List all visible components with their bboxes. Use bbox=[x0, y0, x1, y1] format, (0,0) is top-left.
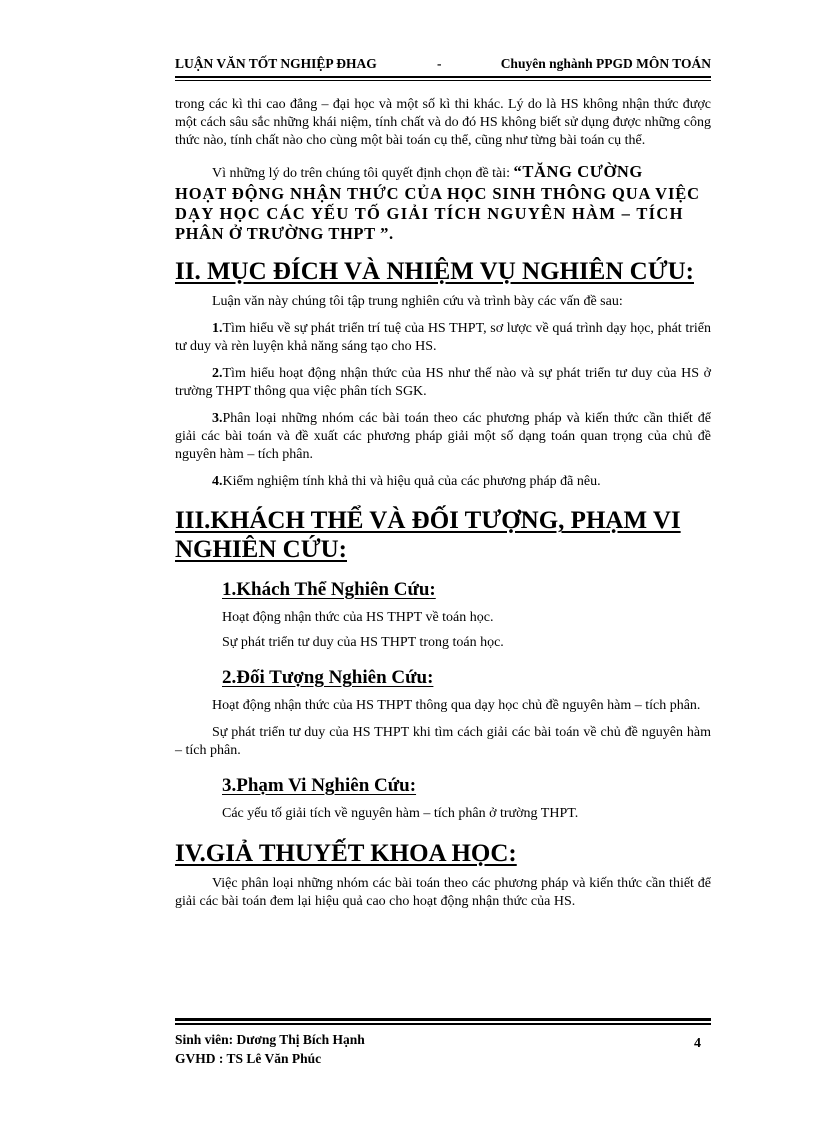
subsection-2-para-2: Sự phát triển tư duy của HS THPT khi tìm cách giải các bài toán về chủ đề nguyên hàm – tích phân. bbox=[175, 725, 711, 758]
subsection-1-line-1: Hoạt động nhận thức của HS THPT về toán học. bbox=[222, 610, 494, 625]
item-number: 4. bbox=[212, 474, 223, 489]
footer-advisor: GVHD : TS Lê Văn Phúc bbox=[175, 1051, 322, 1066]
intro-paragraph: trong các kì thi cao đẳng – đại học và một số kì thi khác. Lý do là HS không nhận thức được một cách sâu sắc những khái niệm, tính chất và do đó HS không biết sử dụng được những công thức nào, tính chất nào cho cùng một bài toán cụ thể, cũng như từng bài toán cụ thể. bbox=[175, 97, 711, 148]
subsection-3-line: Các yếu tố giải tích về nguyên hàm – tích phân ở trường THPT. bbox=[222, 806, 579, 821]
page-body bbox=[175, 96, 711, 911]
item-text: Tìm hiểu về sự phát triển trí tuệ của HS THPT, sơ lược về quá trình dạy học, phát triển tư duy và rèn luyện khả năng sáng tạo cho HS. bbox=[175, 321, 711, 354]
section-2-item-1 bbox=[175, 320, 711, 356]
header-right-title: Chuyên nghành PPGD MÔN TOÁN bbox=[500, 56, 711, 71]
section-4-heading: IV.GIẢ THUYẾT KHOA HỌC: bbox=[175, 840, 517, 867]
page-header bbox=[175, 56, 711, 76]
subsection-1-heading: 1.Khách Thể Nghiên Cứu: bbox=[222, 579, 436, 600]
thesis-title-block bbox=[175, 162, 711, 244]
header-left-title: LUẬN VĂN TỐT NGHIỆP ĐHAG bbox=[175, 56, 377, 71]
page-footer bbox=[175, 1030, 711, 1070]
header-separator: - bbox=[437, 56, 442, 71]
thesis-title-line-2: HOẠT ĐỘNG NHẬN THỨC CỦA HỌC SINH THÔNG QUA VIỆC bbox=[175, 184, 700, 203]
subsection-2-heading: 2.Đối Tượng Nghiên Cứu: bbox=[222, 667, 434, 688]
header-rule-thin bbox=[175, 80, 711, 81]
subsection-3-heading: 3.Phạm Vi Nghiên Cứu: bbox=[222, 775, 417, 796]
section-2-lead: Luận văn này chúng tôi tập trung nghiên cứu và trình bày các vấn đề sau: bbox=[212, 294, 623, 309]
item-text: Kiểm nghiệm tính khả thi và hiệu quả của các phương pháp đã nêu. bbox=[222, 474, 601, 489]
thesis-lead: Vì những lý do trên chúng tôi quyết định chọn đề tài: bbox=[212, 166, 514, 181]
subsection-2-para-1: Hoạt động nhận thức của HS THPT thông qua dạy học chủ đề nguyên hàm – tích phân. bbox=[212, 698, 701, 713]
section-2-item-2 bbox=[175, 365, 711, 401]
section-2-item-3 bbox=[175, 410, 711, 464]
item-text: Tìm hiểu hoạt động nhận thức của HS như thế nào và sự phát triển tư duy của HS ở trường THPT thông qua việc phân tích SGK. bbox=[175, 366, 711, 399]
item-number: 3. bbox=[212, 411, 223, 426]
thesis-title-line-4: PHÂN Ở TRƯỜNG THPT ”. bbox=[175, 224, 394, 243]
subsection-1-line-2: Sự phát triển tư duy của HS THPT trong toán học. bbox=[222, 635, 504, 650]
footer-student: Sinh viên: Dương Thị Bích Hạnh bbox=[175, 1032, 365, 1047]
footer-rule-thick bbox=[175, 1018, 711, 1021]
page-number: 4 bbox=[694, 1036, 701, 1051]
item-number: 1. bbox=[212, 321, 223, 336]
footer-rule-thin bbox=[175, 1023, 711, 1025]
thesis-title-line-1 bbox=[175, 162, 711, 184]
section-3-heading-line-1: III.KHÁCH THỂ VÀ ĐỐI TƯỢNG, PHẠM VI bbox=[175, 507, 681, 534]
section-3-heading-line-2: NGHIÊN CỨU: bbox=[175, 536, 347, 563]
section-2-item-4 bbox=[175, 473, 711, 491]
item-text: Phân loại những nhóm các bài toán theo các phương pháp và kiến thức cần thiết để giải các bài toán và đề xuất các phương pháp giải một số dạng toán quan trọng của chủ đề nguyên hàm – tích phân. bbox=[175, 411, 711, 462]
section-4-para: Việc phân loại những nhóm các bài toán theo các phương pháp và kiến thức cần thiết để giải các bài toán đem lại hiệu quả cao cho hoạt động nhận thức của HS. bbox=[175, 876, 711, 909]
section-2-heading: II. MỤC ĐÍCH VÀ NHIỆM VỤ NGHIÊN CỨU: bbox=[175, 258, 694, 285]
header-rule-thick bbox=[175, 76, 711, 78]
thesis-title-part-1: “TĂNG CƯỜNG bbox=[513, 162, 643, 181]
item-number: 2. bbox=[212, 366, 223, 381]
thesis-title-line-3: DẠY HỌC CÁC YẾU TỐ GIẢI TÍCH NGUYÊN HÀM – TÍCH bbox=[175, 204, 684, 223]
